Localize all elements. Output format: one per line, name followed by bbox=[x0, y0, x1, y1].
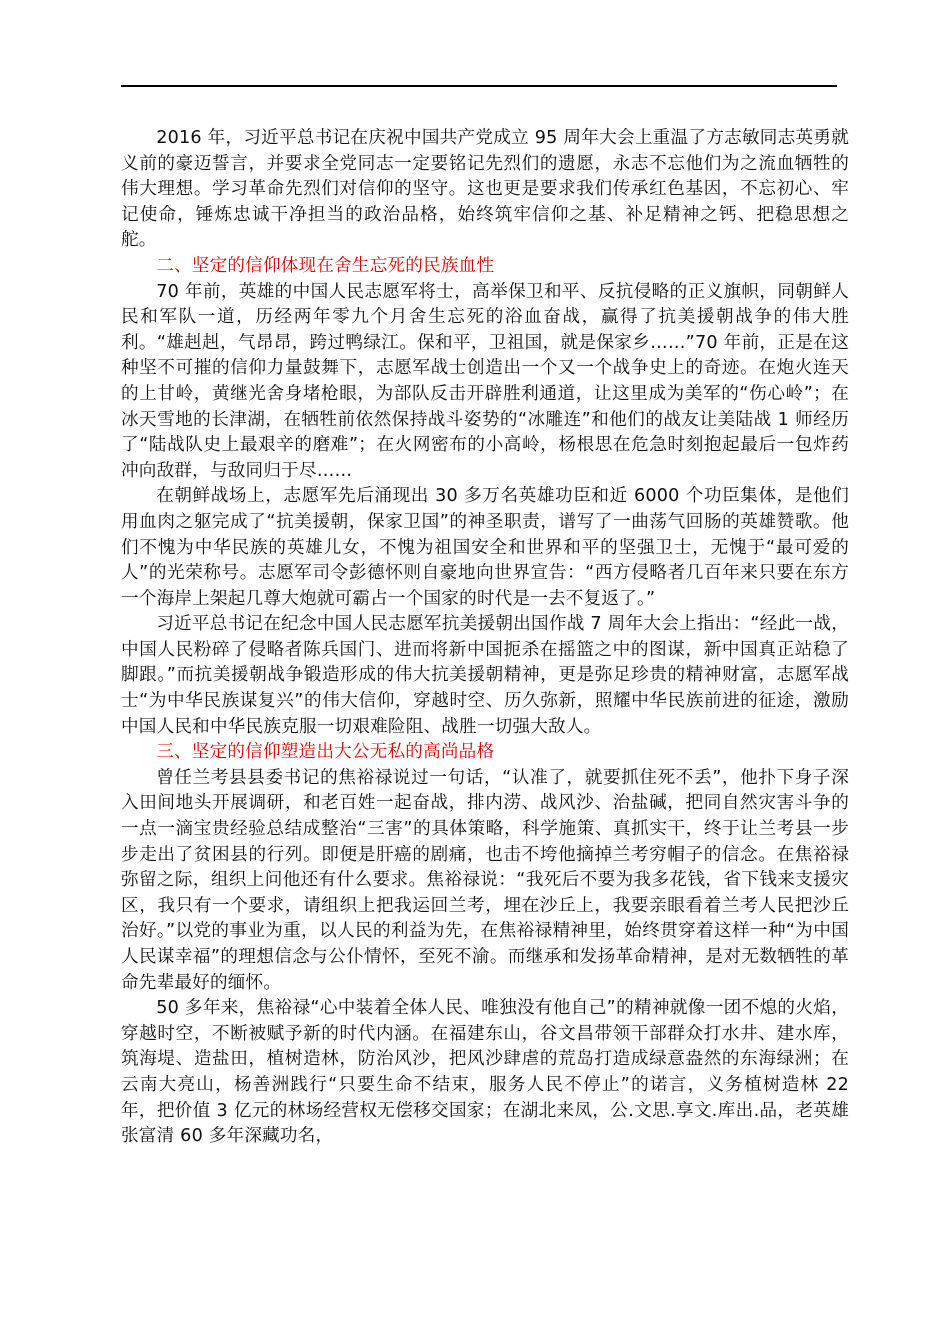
header-rule bbox=[121, 85, 837, 87]
paragraph: 在朝鲜战场上，志愿军先后涌现出 30 多万名英雄功臣和近 6000 个功臣集体，是他们用血肉之躯完成了“抗美援朝，保家卫国”的神圣职责，谱写了一曲荡气回肠的英雄赞歌。他们不愧为中华民族的英雄儿女，不愧为祖国安全和世界和平的坚强卫士，无愧于“最可爱的人”的光荣称号。志愿军司令彭德怀则自豪地向世界宣告：“西方侵略者几百年来只要在东方一个海岸上架起几尊大炮就可霸占一个国家的时代是一去不复返了。” bbox=[121, 486, 849, 609]
section-heading: 二、坚定的信仰体现在舍生忘死的民族血性 bbox=[156, 255, 495, 276]
paragraph: 2016 年，习近平总书记在庆祝中国共产党成立 95 周年大会上重温了方志敏同志英勇就义前的豪迈誓言，并要求全党同志一定要铭记先烈们的遗愿，永志不忘他们为之流血牺牲的伟大理想。学习革命先烈们对信仰的坚守。这也更是要求我们传承红色基因，不忘初心、牢记使命，锤炼忠诚干净担当的政治品格，始终筑牢信仰之基、补足精神之钙、把稳思想之舵。 bbox=[121, 128, 849, 251]
paragraph: 曾任兰考县县委书记的焦裕禄说过一句话，“认准了，就要抓住死不丢”，他扑下身子深入田间地头开展调研，和老百姓一起奋战，排内涝、战风沙、治盐碱，把同自然灾害斗争的一点一滴宝贵经验总结成整治“三害”的具体策略，科学施策、真抓实干，终于让兰考县一步步走出了贫困县的行列。即便是肝癌的剧痛，也击不垮他摘掉兰考穷帽子的信念。在焦裕禄弥留之际，组织上问他还有什么要求。焦裕禄说：“我死后不要为我多花钱，省下钱来支援灾区，我只有一个要求，请组织上把我运回兰考，埋在沙丘上，我要亲眼看着兰考人民把沙丘治好。”以党的事业为重，以人民的利益为先，在焦裕禄精神里，始终贯穿着这样一种“为中国人民谋幸福”的理想信念与公仆情怀，至死不渝。而继承和发扬革命精神，是对无数牺牲的革命先辈最好的缅怀。 bbox=[121, 767, 849, 993]
document-body bbox=[121, 126, 849, 1150]
section-heading: 三、坚定的信仰塑造出大公无私的高尚品格 bbox=[156, 742, 495, 763]
paragraph: 50 多年来，焦裕禄“心中装着全体人民、唯独没有他自己”的精神就像一团不熄的火焰，穿越时空，不断被赋予新的时代内涵。在福建东山，谷文昌带领干部群众打水井、建水库，筑海堤、造盐田，植树造林，防治风沙，把风沙肆虐的荒岛打造成绿意盎然的东海绿洲；在云南大亮山，杨善洲践行“只要生命不结束，服务人民不停止”的诺言，义务植树造林 22 年，把价值 3 亿元的林场经营权无偿移交国家；在湖北来凤，公.文思.享文.库出.品，老英雄张富清 60 多年深藏功名， bbox=[121, 998, 849, 1147]
paragraph: 70 年前，英雄的中国人民志愿军将士，高举保卫和平、反抗侵略的正义旗帜，同朝鲜人民和军队一道，历经两年零九个月舍生忘死的浴血奋战，赢得了抗美援朝战争的伟大胜利。“雄赳赳，气昂昂，跨过鸭绿江。保和平，卫祖国，就是保家乡……”70 年前，正是在这种坚不可摧的信仰力量鼓舞下，志愿军战士创造出一个又一个战争史上的奇迹。在炮火连天的上甘岭，黄继光舍身堵枪眼，为部队反击开辟胜利通道，让这里成为美军的“伤心岭”；在冰天雪地的长津湖，在牺牲前依然保持战斗姿势的“冰雕连”和他们的战友让美陆战 1 师经历了“陆战队史上最艰辛的磨难”；在火网密布的小高岭，杨根思在危急时刻抱起最后一包炸药冲向敌群，与敌同归于尽…… bbox=[121, 281, 849, 481]
paragraph: 习近平总书记在纪念中国人民志愿军抗美援朝出国作战 7 周年大会上指出：“经此一战，中国人民粉碎了侵略者陈兵国门、进而将新中国扼杀在摇篮之中的图谋，新中国真正站稳了脚跟。”而抗美援朝战争锻造形成的伟大抗美援朝精神，更是弥足珍贵的精神财富，志愿军战士“为中华民族谋复兴”的伟大信仰，穿越时空、历久弥新，照耀中华民族前进的征途，激励中国人民和中华民族克服一切艰难险阻、战胜一切强大敌人。 bbox=[121, 614, 849, 737]
